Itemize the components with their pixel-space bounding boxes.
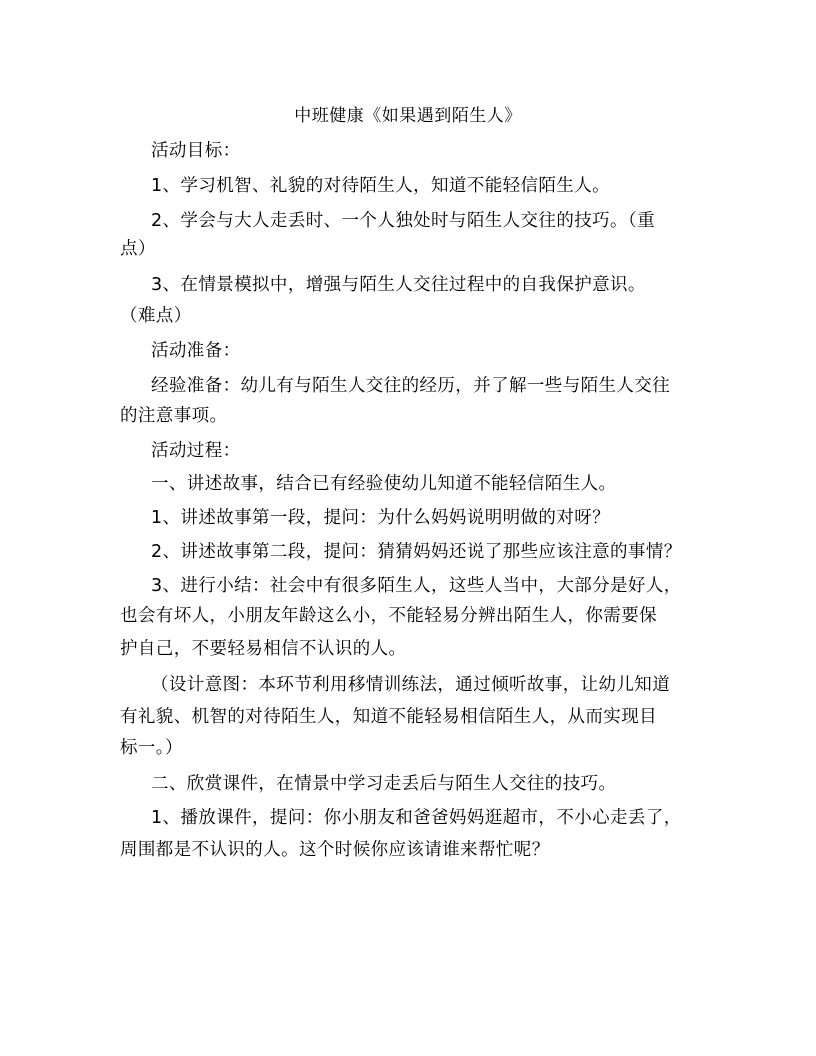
goal-item-1: 1、学习机智、礼貌的对待陌生人，知道不能轻信陌生人。 bbox=[151, 176, 611, 196]
design-intent-1-continued-a: 有礼貌、机智的对待陌生人，知道不能轻易相信陌生人，从而实现目 bbox=[120, 707, 657, 727]
process-step-1-3: 3、进行小结：社会中有很多陌生人，这些人当中，大部分是好人， bbox=[151, 576, 682, 596]
process-step-2-1: 1、播放课件，提问：你小朋友和爸爸妈妈逛超市，不小心走丢了， bbox=[151, 808, 682, 828]
design-intent-1-continued-b: 标一。） bbox=[120, 738, 183, 758]
preparation-text: 经验准备：幼儿有与陌生人交往的经历，并了解一些与陌生人交往 bbox=[151, 376, 671, 396]
process-step-1-3-continued-b: 护自己，不要轻易相信不认识的人。 bbox=[120, 639, 407, 659]
goal-item-2: 2、学会与大人走丢时、一个人独处时与陌生人交往的技巧。（重 bbox=[151, 211, 655, 231]
section-heading-process: 活动过程： bbox=[151, 441, 241, 461]
process-part-1-heading: 一、讲述故事，结合已有经验使幼儿知道不能轻信陌生人。 bbox=[151, 474, 617, 494]
document-title: 中班健康《如果遇到陌生人》 bbox=[294, 106, 522, 126]
design-intent-1: （设计意图：本环节利用移情训练法，通过倾听故事，让幼儿知道 bbox=[151, 675, 671, 695]
section-heading-goals: 活动目标： bbox=[151, 141, 241, 161]
goal-item-2-continued: 点） bbox=[120, 239, 156, 259]
process-part-2-heading: 二、欣赏课件，在情景中学习走丢后与陌生人交往的技巧。 bbox=[151, 774, 617, 794]
process-step-1-2: 2、讲述故事第二段，提问：猜猜妈妈还说了那些应该注意的事情？ bbox=[151, 542, 682, 562]
process-step-1-3-continued-a: 也会有坏人，小朋友年龄这么小，不能轻易分辨出陌生人，你需要保 bbox=[120, 606, 657, 626]
goal-item-3: 3、在情景模拟中，增强与陌生人交往过程中的自我保护意识。 bbox=[151, 275, 646, 295]
preparation-text-continued: 的注意事项。 bbox=[120, 406, 228, 426]
process-step-2-1-continued: 周围都是不认识的人。这个时候你应该请谁来帮忙呢？ bbox=[120, 840, 550, 860]
goal-item-3-continued: （难点） bbox=[120, 306, 192, 326]
process-step-1-1: 1、讲述故事第一段，提问：为什么妈妈说明明做的对呀？ bbox=[151, 508, 611, 528]
section-heading-preparation: 活动准备： bbox=[151, 341, 241, 361]
